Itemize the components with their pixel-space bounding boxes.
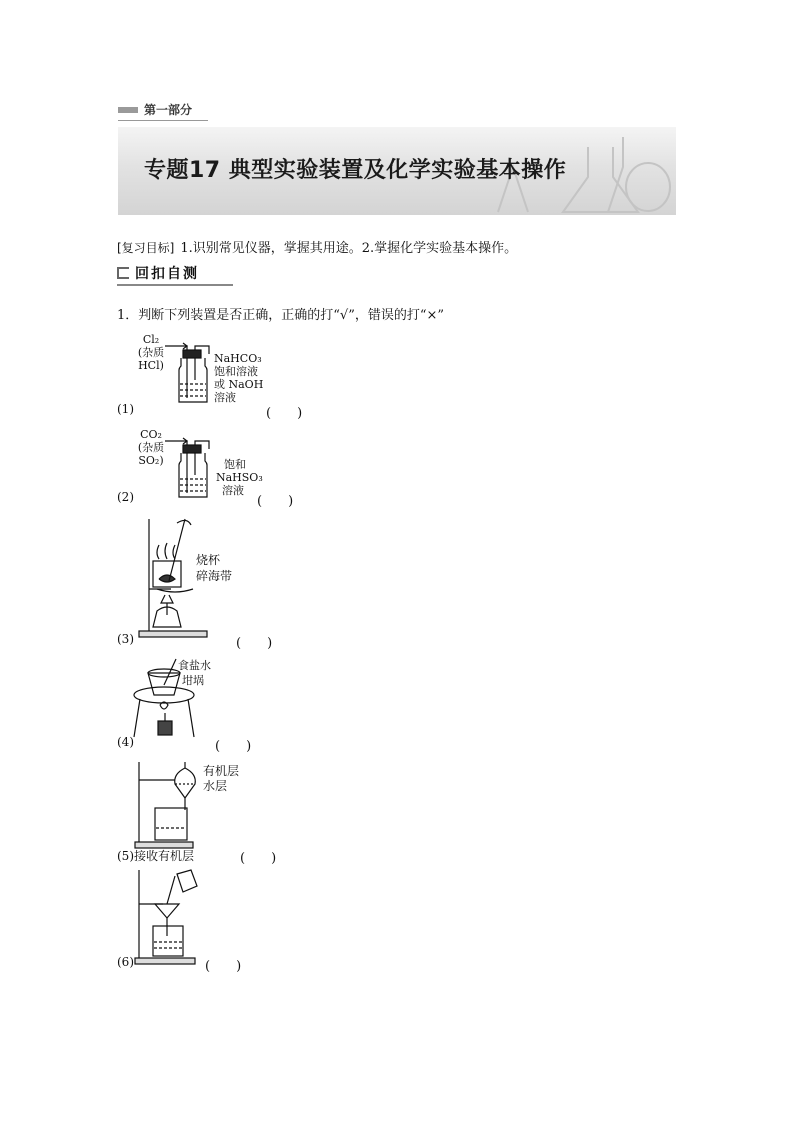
item2-gas-label bbox=[137, 428, 165, 467]
review-goal-tag: [复习目标] bbox=[117, 241, 175, 255]
item1-liquid-line: 或 NaOH bbox=[214, 378, 264, 391]
section-rule bbox=[117, 284, 233, 286]
item2-number: (2) bbox=[117, 490, 134, 504]
item6-number: (6) bbox=[117, 955, 134, 969]
review-goal-text: 1.识别常见仪器，掌握其用途。2.掌握化学实验基本操作。 bbox=[180, 241, 518, 256]
item1-gas-line: Cl₂ bbox=[142, 333, 160, 346]
item5-number bbox=[117, 847, 194, 864]
item2-liquid-label bbox=[216, 458, 263, 497]
item2-liquid-line: NaHSO₃ bbox=[216, 471, 263, 484]
item5-caption: 接收有机层 bbox=[134, 849, 195, 863]
item1-gas-line: HCl) bbox=[138, 359, 164, 372]
section-title: 回扣自测 bbox=[135, 266, 199, 282]
part-bar-decoration bbox=[118, 107, 138, 113]
item3-label-seaweed: 碎海带 bbox=[196, 569, 233, 583]
item3-labels bbox=[196, 552, 232, 584]
item4-label-crucible: 坩埚 bbox=[182, 674, 204, 687]
item1-answer-blank[interactable]: ( ) bbox=[266, 406, 303, 421]
item3-answer-blank[interactable]: ( ) bbox=[236, 636, 273, 651]
item4-answer-blank[interactable]: ( ) bbox=[215, 739, 252, 754]
section-heading bbox=[117, 262, 229, 284]
item2-liquid-line: 溶液 bbox=[222, 484, 244, 497]
item2-gas-line: SO₂) bbox=[138, 454, 164, 467]
item3-label-beaker: 烧杯 bbox=[196, 553, 221, 567]
item2-gas-line: CO₂ bbox=[140, 428, 162, 441]
item1-washing-bottle bbox=[165, 340, 215, 408]
item5-label-water-layer: 水层 bbox=[203, 779, 228, 793]
item2-answer-blank[interactable]: ( ) bbox=[257, 494, 294, 509]
item2-liquid-line: 饱和 bbox=[224, 458, 246, 471]
item1-liquid-label bbox=[214, 352, 263, 404]
item1-number: (1) bbox=[117, 402, 134, 416]
question-stem: 1．判断下列装置是否正确，正确的打“√”，错误的打“×” bbox=[117, 308, 445, 323]
item5-labels bbox=[203, 764, 239, 794]
part-label bbox=[118, 101, 192, 118]
item1-gas-line: (杂质 bbox=[137, 346, 165, 359]
item5-number-text: (5) bbox=[117, 849, 134, 863]
item1-liquid-line: 饱和溶液 bbox=[214, 365, 258, 378]
item3-number: (3) bbox=[117, 632, 134, 646]
item2-washing-bottle bbox=[165, 435, 215, 503]
item2-gas-line: (杂质 bbox=[137, 441, 165, 454]
item1-liquid-line: NaHCO₃ bbox=[214, 352, 262, 365]
part-rule bbox=[118, 120, 208, 121]
item5-answer-blank[interactable]: ( ) bbox=[240, 851, 277, 866]
page-title: 专题17 典型实验装置及化学实验基本操作 bbox=[144, 158, 567, 183]
item4-labels bbox=[178, 658, 211, 688]
item6-filtration-apparatus bbox=[133, 868, 213, 968]
item6-answer-blank[interactable]: ( ) bbox=[205, 959, 242, 974]
part-label-text: 第一部分 bbox=[144, 103, 193, 117]
item4-number: (4) bbox=[117, 735, 134, 749]
review-goal bbox=[117, 237, 517, 256]
item5-separatory-funnel-apparatus bbox=[133, 760, 213, 852]
item5-label-organic-layer: 有机层 bbox=[203, 764, 240, 778]
section-bracket-icon bbox=[117, 267, 129, 279]
item4-label-brine: 食盐水 bbox=[178, 659, 211, 672]
item1-liquid-line: 溶液 bbox=[214, 391, 236, 404]
item1-gas-label bbox=[137, 333, 165, 372]
